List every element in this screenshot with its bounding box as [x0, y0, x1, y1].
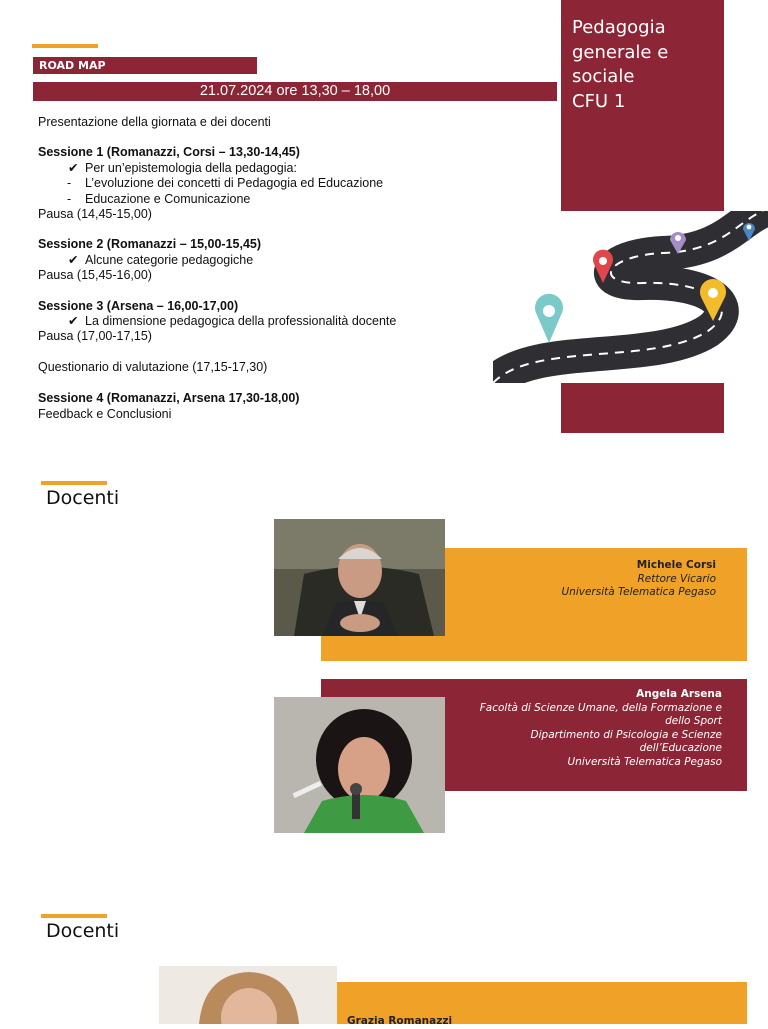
session-2-pause: Pausa (15,45-16,00) — [38, 268, 152, 283]
road-illustration — [493, 211, 768, 383]
session-1-title: Sessione 1 (Romanazzi, Corsi – 13,30-14,45) — [38, 145, 300, 160]
road-map-bar — [33, 57, 257, 74]
date-bar — [33, 82, 557, 101]
questionnaire: Questionario di valutazione (17,15-17,30) — [38, 359, 268, 374]
course-line: CFU 1 — [572, 90, 626, 112]
teacher-card-romanazzi — [321, 982, 747, 1027]
road-map-label: ROAD MAP — [39, 59, 106, 72]
check-icon: ✔ — [68, 252, 79, 267]
teacher-affiliation-line: dell’Educazione — [639, 742, 722, 755]
teacher-affiliation-line: Facoltà di Scienze Umane, della Formazione e — [479, 701, 722, 714]
teacher-name: Angela Arsena — [636, 688, 722, 700]
map-pin-teal-icon — [535, 271, 563, 343]
accent-line — [32, 44, 98, 48]
date-time: 21.07.2024 ore 13,30 – 18,00 — [199, 83, 391, 99]
session-3-item: ✔ La dimensione pedagogica della professionalità docente — [68, 314, 397, 329]
session-1-pause: Pausa (14,45-15,00) — [38, 207, 152, 222]
accent-line — [41, 481, 107, 485]
teacher-affiliation-line: Università Telematica Pegaso — [567, 755, 722, 768]
session-2-item: ✔ Alcune categorie pedagogiche — [68, 252, 254, 267]
accent-line — [41, 914, 107, 918]
teacher-affiliation-line: Dipartimento di Psicologia e Scienze — [530, 728, 722, 741]
teacher-photo-arsena — [274, 697, 445, 833]
teacher-name: Grazia Romanazzi — [347, 1015, 453, 1027]
session-2-title: Sessione 2 (Romanazzi – 15,00-15,45) — [38, 237, 262, 252]
teacher-role: Rettore Vicario — [637, 572, 716, 585]
course-panel — [561, 0, 724, 211]
agenda — [38, 115, 396, 422]
session-4-title: Sessione 4 (Romanazzi, Arsena 17,30-18,00) — [38, 391, 300, 406]
course-line: sociale — [572, 66, 635, 87]
agenda-intro: Presentazione della giornata e dei docenti — [38, 115, 271, 129]
teacher-affiliation: Università Telematica Pegaso — [561, 586, 716, 599]
course-panel-footer — [561, 383, 724, 433]
dash-marker: - — [67, 191, 72, 206]
session-1-subitem: - Educazione e Comunicazione — [67, 191, 251, 206]
teacher-affiliation-line: dello Sport — [665, 715, 722, 728]
check-icon: ✔ — [68, 314, 79, 329]
session-1-item: ✔ Per un’epistemologia della pedagogia: — [68, 160, 297, 175]
dash-marker: - — [67, 176, 72, 191]
session-3-pause: Pausa (17,00-17,15) — [38, 329, 152, 344]
session-3-title: Sessione 3 (Arsena – 16,00-17,00) — [38, 298, 239, 313]
teacher-photo-romanazzi — [159, 966, 337, 1024]
teacher-name: Michele Corsi — [636, 559, 716, 571]
check-icon: ✔ — [68, 160, 79, 175]
course-line: generale e — [572, 41, 669, 63]
docenti-title: Docenti — [46, 487, 120, 509]
session-1-subitem: - L’evoluzione dei concetti di Pedagogia ed Educazione — [67, 176, 384, 191]
docenti-title: Docenti — [46, 920, 120, 942]
teacher-photo-corsi — [274, 519, 445, 636]
course-line: Pedagogia — [572, 17, 666, 38]
session-4-closing: Feedback e Conclusioni — [38, 406, 172, 421]
